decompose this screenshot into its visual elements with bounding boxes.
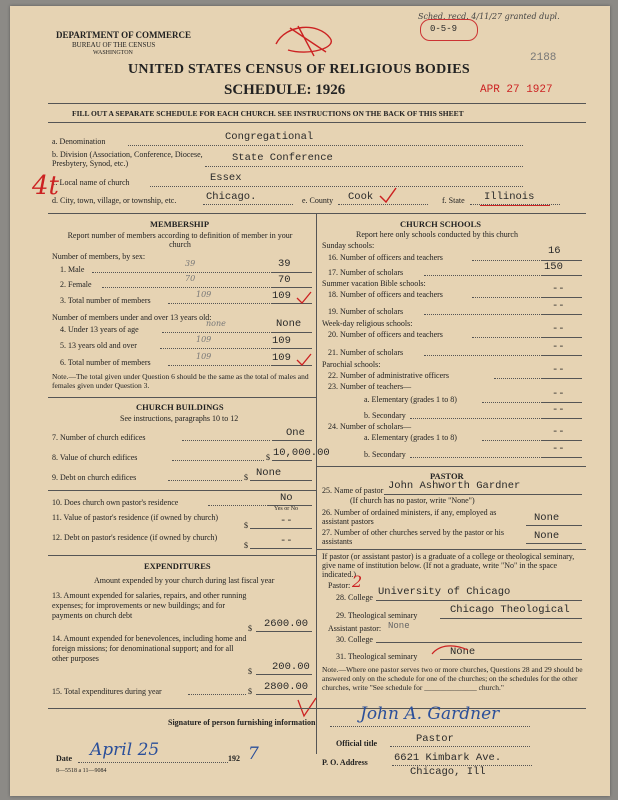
check-mark-icon: [296, 353, 312, 367]
q1-label: 1. Male: [60, 265, 85, 274]
q18-value: --: [552, 283, 565, 295]
date-value: April 25: [90, 740, 160, 760]
q15-label: 15. Total expenditures during year: [52, 687, 162, 696]
q6-label: 6. Total number of members: [60, 358, 151, 367]
red-strike-mark: [430, 642, 470, 656]
q19-value: --: [552, 300, 565, 312]
address-city: Chicago, Ill: [410, 766, 486, 778]
official-title-value: Pastor: [416, 733, 454, 745]
q1-pencil: 39: [185, 259, 196, 268]
q29-label: 29. Theological seminary: [336, 611, 418, 620]
q24b-label: b. Secondary: [364, 450, 406, 459]
q17-value: 150: [544, 261, 563, 273]
q21-value: --: [552, 341, 565, 353]
q6-pencil: 109: [196, 352, 212, 361]
q23a-value: --: [552, 388, 565, 400]
q31-label: 31. Theological seminary: [336, 652, 418, 661]
check-mark-icon: [378, 186, 398, 204]
local-name-value: Essex: [210, 172, 242, 184]
form-subtitle: SCHEDULE: 1926: [224, 82, 346, 98]
serial-number: 2188: [530, 52, 557, 64]
q22-label: 22. Number of administrative officers: [328, 371, 449, 380]
q25-hint: (If church has no pastor, write "None"): [350, 496, 475, 505]
q3-value: 109: [272, 290, 291, 302]
q28-value: University of Chicago: [378, 586, 511, 598]
assistant-subhead: Assistant pastor:: [328, 624, 382, 633]
q23-label: 23. Number of teachers—: [328, 382, 412, 391]
q22-value: --: [552, 364, 565, 376]
address-label: P. O. Address: [322, 758, 368, 767]
q20-value: --: [552, 323, 565, 335]
q27-label: 27. Number of other churches served by the pastor or his assistants: [322, 528, 504, 546]
q11-dollar: $: [244, 521, 248, 530]
q16-value: 16: [548, 245, 561, 257]
q3-label: 3. Total number of members: [60, 296, 151, 305]
county-value: Cook: [348, 191, 374, 203]
scribble-mark: [268, 16, 348, 61]
year-label: 192: [228, 754, 240, 763]
city-label: WASHINGTON: [93, 50, 133, 56]
pastor-subhead: Pastor:: [328, 581, 351, 590]
schools-intro: Report here only schools conducted by this church: [356, 230, 518, 239]
code-box: 0-5-9: [430, 24, 458, 34]
state-value: Illinois: [484, 191, 535, 203]
form-code: 8—5518 a 11—9084: [56, 768, 107, 774]
q2-pencil: 70: [185, 274, 196, 283]
q11-label: 11. Value of pastor's residence (if owned by church): [52, 513, 219, 522]
census-schedule-sheet: [10, 6, 610, 796]
q7-label: 7. Number of church edifices: [52, 433, 146, 442]
q28-label: 28. College: [336, 593, 373, 602]
q8-label: 8. Value of church edifices: [52, 453, 138, 462]
q25-label: 25. Name of pastor: [322, 486, 384, 495]
q10-hint: Yes or No: [274, 506, 299, 512]
received-stamp: APR 27 1927: [480, 84, 553, 96]
q6-value: 109: [272, 352, 291, 364]
q11-value: --: [280, 515, 293, 527]
top-note: Sched. recd. 4/11/27 granted dupl.: [418, 12, 560, 21]
sunday-label: Sunday schools:: [322, 241, 375, 250]
q16-label: 16. Number of officers and teachers: [328, 253, 443, 262]
q24a-value: --: [552, 426, 565, 438]
local-name-label: c. Local name of church: [52, 178, 130, 187]
denomination-label: a. Denomination: [52, 137, 106, 146]
date-label: Date: [56, 754, 72, 763]
instruction-line: FILL OUT A SEPARATE SCHEDULE FOR EACH CHURCH. SEE INSTRUCTIONS ON THE BACK OF THIS SHEET: [72, 109, 464, 118]
membership-title: MEMBERSHIP: [150, 219, 210, 229]
signature-label: Signature of person furnishing information: [168, 718, 316, 727]
parochial-label: Parochial schools:: [322, 360, 381, 369]
by-sex-label: Number of members, by sex:: [52, 252, 146, 261]
q18-label: 18. Number of officers and teachers: [328, 290, 443, 299]
division-value: State Conference: [232, 152, 333, 164]
division-label: b. Division (Association, Conference, Diocese, Presbytery, Synod, etc.): [52, 150, 203, 168]
q25-value: John Ashworth Gardner: [388, 480, 521, 492]
q3-pencil: 109: [196, 290, 212, 299]
q24-label: 24. Number of scholars—: [328, 422, 412, 431]
q14-label: 14. Amount expended for benevolences, including home and foreign missions; for denominational support; and for all other purposes: [52, 634, 247, 663]
q29-value: Chicago Theological: [450, 604, 570, 616]
q12-label: 12. Debt on pastor's residence (if owned by church): [52, 533, 218, 542]
schools-title: CHURCH SCHOOLS: [400, 219, 481, 229]
q31-value: None: [450, 646, 476, 658]
age-intro: Number of members under and over 13 years old:: [52, 313, 212, 322]
q24b-value: --: [552, 443, 565, 455]
buildings-title: CHURCH BUILDINGS: [136, 402, 224, 412]
q23a-label: a. Elementary (grades 1 to 8): [364, 395, 457, 404]
q9-dollar: $: [244, 473, 248, 482]
q9-value: None: [256, 467, 282, 479]
county-label: e. County: [302, 196, 334, 205]
buildings-intro: See instructions, paragraphs 10 to 12: [120, 414, 239, 423]
q26-value: None: [534, 512, 560, 524]
department-label: DEPARTMENT OF COMMERCE: [56, 30, 192, 40]
q10-value: No: [280, 492, 293, 504]
pastor-title: PASTOR: [430, 471, 464, 481]
q19-label: 19. Number of scholars: [328, 307, 404, 316]
q12-value: --: [280, 535, 293, 547]
q24a-label: a. Elementary (grades 1 to 8): [364, 433, 457, 442]
check-mark-icon: [296, 291, 312, 305]
city-town-label: d. City, town, village, or township, etc.: [52, 196, 177, 205]
q23b-value: --: [552, 404, 565, 416]
q23b-label: b. Secondary: [364, 411, 406, 420]
address-value: 6621 Kimbark Ave.: [394, 752, 502, 764]
q30-note: None: [388, 621, 410, 631]
vacation-label: Summer vacation Bible schools:: [322, 279, 426, 288]
q26-label: 26. Number of ordained ministers, if any, employed as assistant pastors: [322, 508, 497, 526]
q15-value: 2800.00: [264, 681, 309, 693]
q27-value: None: [534, 530, 560, 542]
membership-intro: Report number of members according to definition of member in your church: [67, 231, 293, 249]
city-value: Chicago.: [206, 191, 257, 203]
bureau-label: BUREAU OF THE CENSUS: [72, 41, 156, 49]
q2-value: 70: [278, 274, 291, 286]
expenditures-title: EXPENDITURES: [144, 561, 211, 571]
q9-label: 9. Debt on church edifices: [52, 473, 137, 482]
q14-value: 200.00: [272, 661, 310, 673]
q13-label: 13. Amount expended for salaries, repairs, and other running expenses; for improvements or new buildings; and for payments on church debt: [52, 591, 247, 620]
q4-label: 4. Under 13 years of age: [60, 325, 139, 334]
q2-label: 2. Female: [60, 280, 92, 289]
q4-value: None: [276, 318, 302, 330]
q12-dollar: $: [244, 541, 248, 550]
q13-value: 2600.00: [264, 618, 309, 630]
denomination-value: Congregational: [225, 131, 314, 143]
graduate-intro: If pastor (or assistant pastor) is a graduate of a college or theological seminary, give name of institution below. (If not a graduate, write "No" in the space indicated.): [322, 552, 575, 579]
q5-value: 109: [272, 335, 291, 347]
weekday-label: Week-day religious schools:: [322, 319, 413, 328]
q30-label: 30. College: [336, 635, 373, 644]
q13-dollar: $: [248, 624, 252, 633]
q8-dollar: $: [266, 453, 270, 462]
q15-dollar: $: [248, 687, 252, 696]
q4-pencil: none: [206, 319, 226, 328]
membership-note: Note.—The total given under Question 6 should be the same as the total of males and females given under Question 3.: [52, 372, 309, 390]
state-label: f. State: [442, 196, 465, 205]
q7-value: One: [286, 427, 305, 439]
q5-pencil: 109: [196, 335, 212, 344]
signature: John A. Gardner: [360, 704, 500, 724]
q21-label: 21. Number of scholars: [328, 348, 404, 357]
q20-label: 20. Number of officers and teachers: [328, 330, 443, 339]
pastor-note: Note.—Where one pastor serves two or more churches, Questions 28 and 29 should be answered only on the schedule for one of the churches; on the schedules for the other churches, write "See schedule for ______________ church.": [322, 665, 583, 692]
q17-label: 17. Number of scholars: [328, 268, 404, 277]
year-digit: 7: [248, 744, 259, 764]
margin-mark: 4t: [32, 171, 59, 201]
q14-dollar: $: [248, 667, 252, 676]
pastor-mark: 2: [352, 572, 363, 591]
q10-label: 10. Does church own pastor's residence: [52, 498, 179, 507]
q8-value: 10,000.00: [273, 447, 330, 459]
q1-value: 39: [278, 258, 291, 270]
form-title: UNITED STATES CENSUS OF RELIGIOUS BODIES: [128, 62, 471, 77]
expenditures-intro: Amount expended by your church during last fiscal year: [94, 576, 275, 585]
official-title-label: Official title: [336, 739, 378, 748]
q5-label: 5. 13 years old and over: [60, 341, 137, 350]
